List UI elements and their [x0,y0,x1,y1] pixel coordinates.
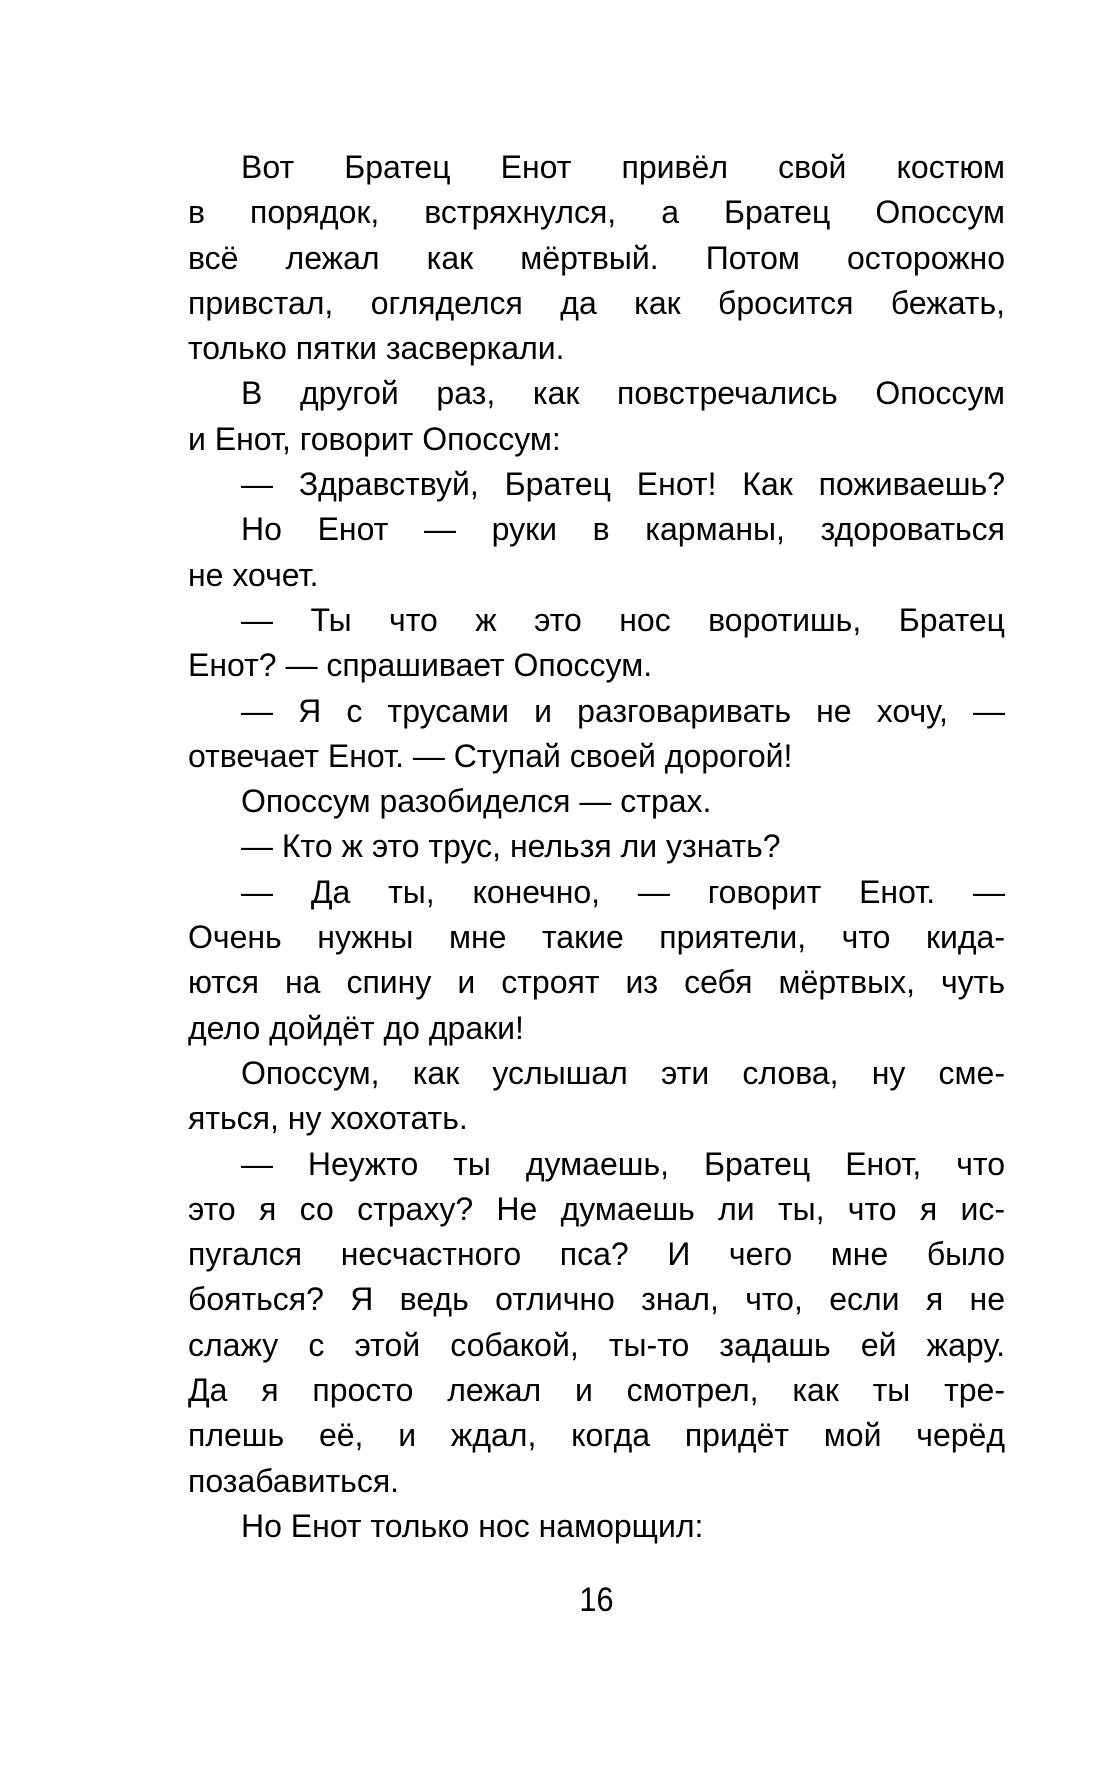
text-line: — Кто ж это трус, нельзя ли узнать? [241,828,781,865]
text-line: Очень нужны мне такие приятели, что кида- [188,919,1005,956]
text-line: пугался несчастного пса? И чего мне было [188,1236,1005,1273]
page-number: 16 [579,1581,614,1619]
text-line: плешь её, и ждал, когда придёт мой черёд [188,1417,1005,1454]
text-line: — Здравствуй, Братец Енот! Как поживаешь? [241,466,1005,503]
text-line: дело дойдёт до драки! [188,1009,524,1046]
text-line: слажу с этой собакой, ты-то задашь ей жару. [188,1326,1005,1363]
text-line: привстал, огляделся да как бросится бежать, [188,284,1005,321]
text-line: Вот Братец Енот привёл свой костюм [241,149,1005,185]
text-line: — Да ты, конечно, — говорит Енот. — [241,873,1005,910]
body-text [188,145,1005,1549]
text-line: — Неужто ты думаешь, Братец Енот, что [241,1145,1005,1182]
text-line: это я со страху? Не думаешь ли ты, что я ис- [188,1190,1005,1227]
text-line: не хочет. [188,556,319,593]
text-line: Но Енот — руки в карманы, здороваться [241,511,1005,548]
text-line: бояться? Я ведь отлично знал, что, если я не [188,1281,1005,1318]
text-line: яться, ну хохотать. [188,1100,468,1137]
text-line: Енот? — спрашивает Опоссум. [188,647,653,684]
text-line: Да я просто лежал и смотрел, как ты тре- [188,1372,1005,1409]
text-line: Но Енот только нос наморщил: [241,1507,704,1544]
text-line: ются на спину и строят из себя мёртвых, чуть [188,964,1005,1001]
text-line: только пятки засверкали. [188,330,565,367]
text-line: всё лежал как мёртвый. Потом осторожно [188,239,1005,276]
text-line: — Ты что ж это нос воротишь, Братец [241,601,1005,638]
text-line: позабавиться. [188,1462,400,1499]
text-line: Опоссум, как услышал эти слова, ну сме- [241,1054,1005,1091]
text-line: в порядок, встряхнулся, а Братец Опоссум [188,194,1005,231]
text-line: отвечает Енот. — Ступай своей дорогой! [188,737,793,774]
text-line: и Енот, говорит Опоссум: [188,420,561,457]
text-line: В другой раз, как повстречались Опоссум [241,375,1005,412]
text-line: — Я с трусами и разговаривать не хочу, — [241,692,1005,729]
text-line: Опоссум разобиделся — страх. [241,783,712,820]
